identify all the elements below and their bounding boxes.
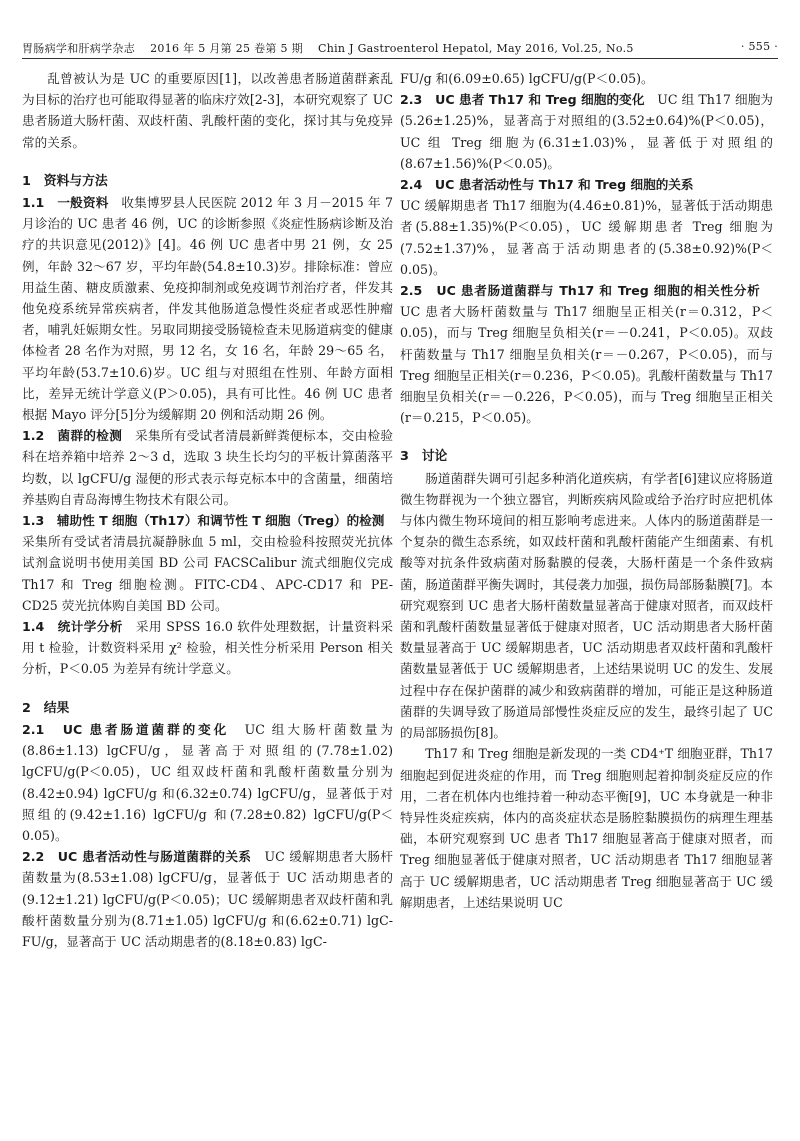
section-1-2 [22,425,393,510]
section-2-2 [22,846,393,952]
section-2-5 [400,280,773,428]
discussion-paragraph-2: Th17 和 Treg 细胞是新发现的一类 CD4⁺T 细胞亚群，Th17 细胞起到促进炎症的作用，而 Treg 细胞则起着抑制炎症反应的作用，二者在机体内也维持着一种动态平衡[9]，UC 本身就是一种非特异性炎症疾病，体内的高炎症状态是肠腔黏膜损伤的病理生理基础，本研究观察到 UC 患者 Th17 细胞显著高于健康对照者，而 Treg 细胞显著低于健康对照者，UC 活动期患者 Th17 细胞显著高于 UC 缓解期患者，UC 活动期患者 Treg 细胞显著高于 UC 缓解期患者，上述结果说明 UC [400,746,773,910]
section-2-4 [400,174,773,280]
section-2-4-title: 2.4 UC 患者活动性与 Th17 和 Treg 细胞的关系 [400,177,694,193]
section-1-1-title: 1.1 一般资料 [22,195,109,211]
running-header [22,38,778,58]
section-2-5-title: 2.5 UC 患者肠道菌群与 Th17 和 Treg 细胞的相关性分析 [400,283,761,299]
section-1-3-text: 采集所有受试者清晨抗凝静脉血 5 ml，交由检验科按照荧光抗体试剂盒说明书使用美国 BD 公司 FACSCalibur 流式细胞仪完成 Th17 和 Treg 细胞检测。FITC-CD4、APC-CD17 和 PE-CD25 荧光抗体购自美国 BD 公司。 [22,513,397,613]
section-1-2-text: 采集所有受试者清晨新鲜粪便标本，交由检验科在培养箱中培养 2～3 d，选取 3 块生长均匀的平板计算菌落平均数，以 lgCFU/g 湿便的形式表示每克标本中的含菌量，细菌培养基购自青岛海博生物技术有限公司。 [22,428,394,507]
header-journal-en: Chin J Gastroenterol Hepatol, May 2016, Vol.25, No.5 [317,42,634,55]
section-2-1-text: UC 组大肠杆菌数量为(8.86±1.13) lgCFU/g，显著高于对照组的(7.78±1.02) lgCFU/g(P＜0.05)，UC 组双歧杆菌和乳酸杆菌数量分别为(8.42±0.94) lgCFU/g 和(6.32±0.74) lgCFU/g，显著低于对照组的(9.42±1.16) lgCFU/g 和(7.28±0.82) lgCFU/g(P＜0.05)。 [22,721,393,843]
section-2-2-title: 2.2 UC 患者活动性与肠道菌群的关系 [22,849,252,865]
section-2-1 [22,719,393,846]
header-date-cn: 2016 年 5 月第 25 卷第 5 期 [150,42,303,55]
left-column [22,68,397,952]
section-1-3-title: 1.3 辅助性 T 细胞（Th17）和调节性 T 细胞（Treg）的检测 [22,513,385,529]
section-2-heading: 2 结果 [22,700,70,716]
section-2-3-title: 2.3 UC 患者 Th17 和 Treg 细胞的变化 [400,92,645,108]
section-2-1-title: 2.1 UC 患者肠道菌群的变化 [22,721,230,737]
section-1-1-text: 收集博罗县人民医院 2012 年 3 月－2015 年 7 月诊治的 UC 患者 46 例，UC 的诊断参照《炎症性肠病诊断及治疗的共识意见(2012)》[4]。46 例 UC 患者中男 21 例，女 25 例，年龄 32～67 岁，平均年龄(54.8±10.3)岁。排除标准：曾应用益生菌、糖皮质激素、免疫抑制剂或免疫调节剂治疗者，伴发其他免疫系统异常疾病者，伴发其他肠道急慢性炎症者或恶性肿瘤者，哺乳妊娠期女性。另取同期接受肠镜检查未见肠道病变的健康体检者 28 名作为对照，男 12 名，女 16 名，年龄 29～65 名，平均年龄(53.7±10.6)岁。UC 组与对照组在性别、年龄方面相比，差异无统计学意义(P＞0.05)，具有可比性。46 例 UC 患者根据 Mayo 评分[5]分为缓解期 20 例和活动期 26 例。 [22,195,393,423]
section-1-1 [22,192,393,425]
section-1-2-title: 1.2 菌群的检测 [22,428,123,444]
header-page-number: · 555 · [740,40,778,53]
right-column [400,68,773,913]
discussion-paragraph-1: 肠道菌群失调可引起多种消化道疾病，有学者[6]建议应将肠道微生物群视为一个独立器官，判断疾病风险或给予治疗时应把机体与体内微生物环境间的相互影响考虑进来。人体内的肠道菌群是一个复杂的微生态系统，如双歧杆菌和乳酸杆菌能产生细菌素、有机酸等对抗条件致病菌对肠黏膜的侵袭，大肠杆菌是一个条件致病菌，肠道菌群平衡失调时，其侵袭力加强，损伤局部肠黏膜[7]。本研究观察到 UC 患者大肠杆菌数量显著高于健康对照者，而双歧杆菌和乳酸杆菌数量显著低于健康对照者，UC 活动期患者大肠杆菌数量显著高于 UC 缓解期患者，UC 活动期患者双歧杆菌和乳酸杆菌数量显著低于 UC 缓解期患者，上述结果说明 UC 的发生、发展过程中存在保护菌群的减少和致病菌群的增加，可能正是这种肠道菌群的失调导致了肠道局部慢性炎症反应的发生，最终引起了 UC 的局部肠损伤[8]。 [400,470,773,741]
section-2-3-text: UC 组 Th17 细胞为(5.26±1.25)%，显著高于对照组的(3.52±0.64)%(P＜0.05)，UC 组 Treg 细胞为(6.31±1.03)%，显著低于对照组的(8.67±1.56)%(P＜0.05)。 [400,92,774,171]
section-3-heading: 3 讨论 [400,449,448,465]
section-1-3 [22,510,397,616]
section-2-4-text: UC 缓解期患者 Th17 细胞为(4.46±0.81)%，显著低于活动期患者(5.88±1.35)%(P＜0.05)，UC 缓解期患者 Treg 细胞为(7.52±1.37)%，显著高于活动期患者的(5.38±0.92)%(P＜0.05)。 [400,198,773,277]
continued-text: FU/g 和(6.09±0.65) lgCFU/g(P＜0.05)。 [400,71,654,86]
intro-paragraph: 乱曾被认为是 UC 的重要原因[1]，以改善患者肠道菌群紊乱为目标的治疗也可能取得显著的临床疗效[2-3]，本研究观察了 UC 患者肠道大肠杆菌、双歧杆菌、乳酸杆菌的变化，探讨其与免疫异常的关系。 [22,71,393,150]
section-1-4 [22,616,393,680]
section-1-heading: 1 资料与方法 [22,173,108,189]
header-journal-info [22,40,634,56]
header-rule [22,58,778,59]
section-2-5-text: UC 患者大肠杆菌数量与 Th17 细胞呈正相关(r＝0.312，P＜0.05)，而与 Treg 细胞呈负相关(r＝－0.241，P＜0.05)。双歧杆菌数量与 Th17 细胞呈负相关(r＝－0.267，P＜0.05)，而与 Treg 细胞呈正相关(r＝0.236，P＜0.05)。乳酸杆菌数量与 Th17 细胞呈负相关(r＝－0.226，P＜0.05)，而与 Treg 细胞呈正相关(r＝0.215，P＜0.05)。 [400,283,773,426]
section-2-2-text: UC 缓解期患者大肠杆菌数量为(8.53±1.08) lgCFU/g，显著低于 UC 活动期患者的(9.12±1.21) lgCFU/g(P＜0.05)；UC 缓解期患者双歧杆菌和乳酸杆菌数量分别为(8.71±1.05) lgCFU/g 和(6.62±0.71) lgC-FU/g，显著高于 UC 活动期患者的(8.18±0.83) lgC- [22,849,393,949]
header-journal-cn: 胃肠病学和肝病学杂志 [22,42,135,55]
section-2-3 [400,89,773,174]
section-1-4-text: 采用 SPSS 16.0 软件处理数据，计量资料采用 t 检验，计数资料采用 χ² 检验，相关性分析采用 Person 相关分析，P＜0.05 为差异有统计学意义。 [22,619,394,677]
section-1-4-title: 1.4 统计学分析 [22,619,123,635]
